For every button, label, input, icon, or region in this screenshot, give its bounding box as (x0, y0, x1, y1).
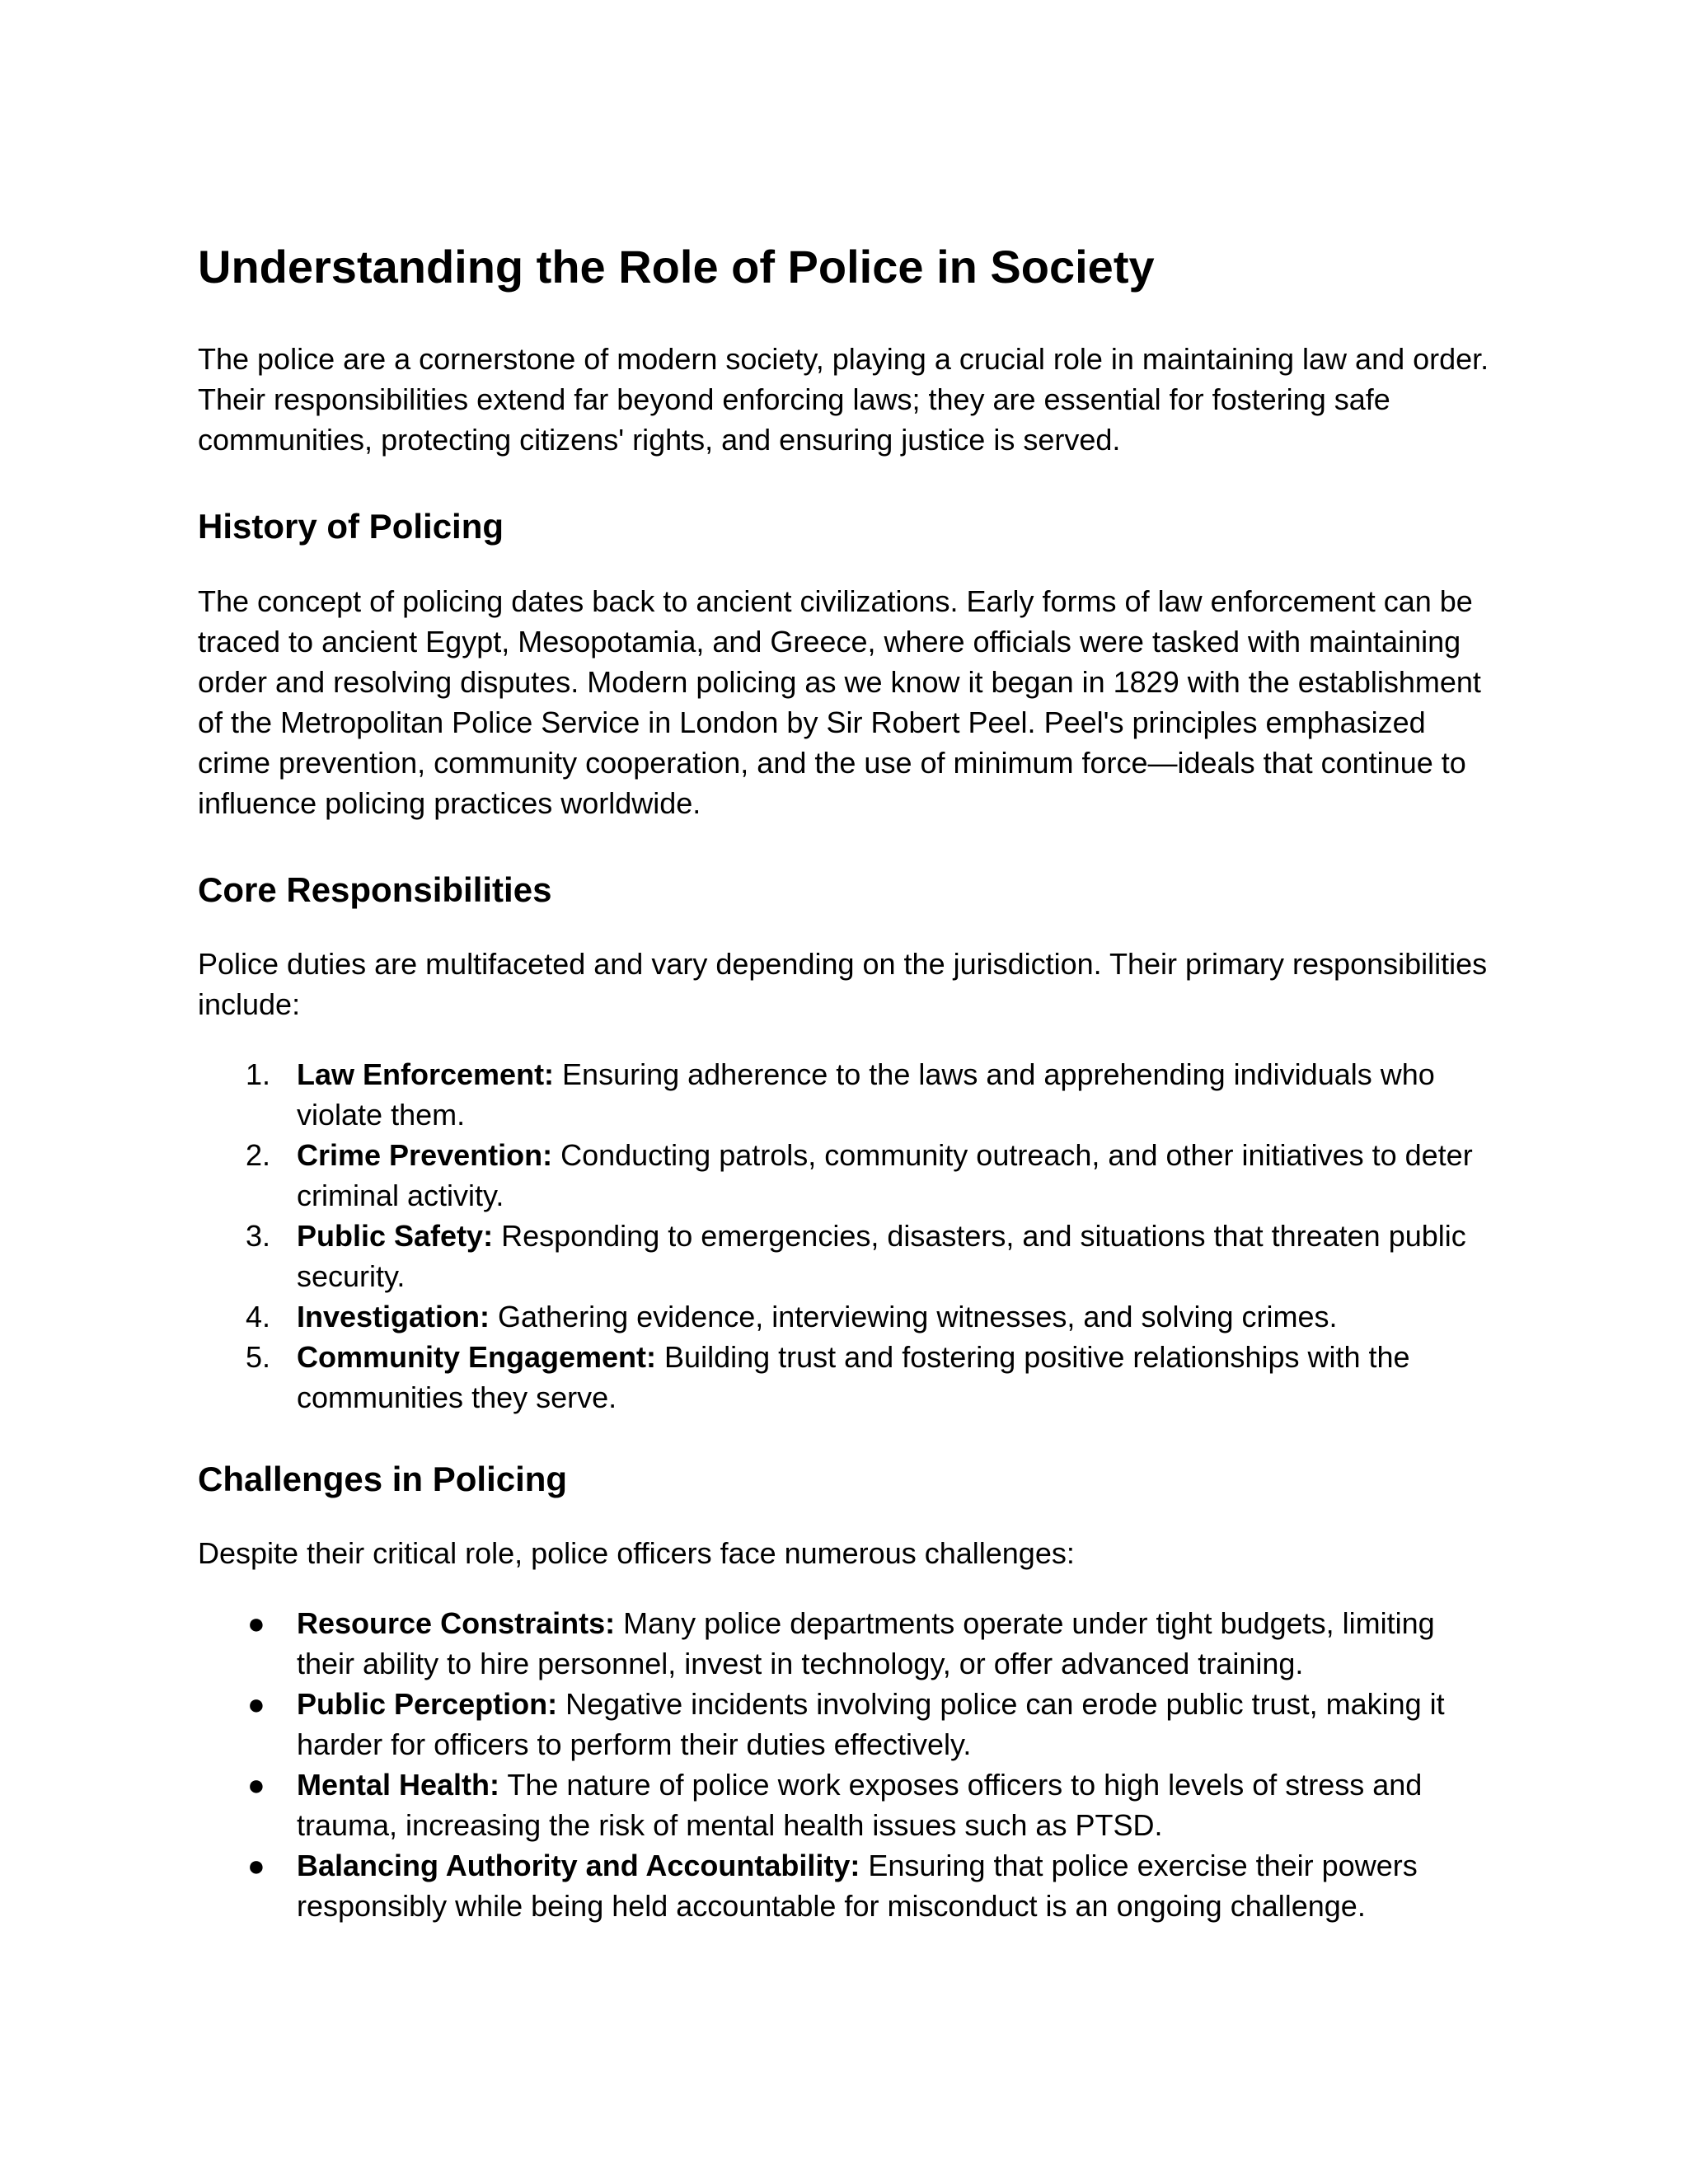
intro-paragraph: The police are a cornerstone of modern society, playing a crucial role in maintaining law and order. Their responsibilities extend far beyond enforcing laws; they are essential for fostering safe communities, protecting citizens' rights, and ensuring justice is served. (198, 342, 1489, 457)
list-item-text: Building trust and fostering positive relationships with the communities they serve. (297, 1339, 1410, 1414)
list-item-text: The nature of police work exposes officers to high levels of stress and trauma, increasing the risk of mental health issues such as PTSD. (297, 1768, 1423, 1843)
list-item-term: Public Perception: (297, 1687, 558, 1722)
list-item-term: Mental Health: (297, 1768, 500, 1802)
responsibilities-intro: Police duties are multifaceted and vary depending on the jurisdiction. Their primary responsibilities include: (198, 946, 1488, 1021)
list-item (198, 1296, 1500, 1337)
document-content (198, 239, 1500, 1967)
list-item (198, 1216, 1500, 1296)
list-item-text: Gathering evidence, interviewing witnesses, and solving crimes. (490, 1299, 1338, 1333)
list-item-term: Community Engagement: (297, 1339, 657, 1374)
responsibilities-list (198, 1054, 1500, 1418)
responsibilities-heading: Core Responsibilities (198, 869, 552, 909)
list-item (198, 1845, 1500, 1926)
list-item-text: Negative incidents involving police can erode public trust, making it harder for officers to perform their duties effectively. (297, 1687, 1445, 1762)
list-number: 4. (246, 1299, 271, 1333)
list-item-text: Conducting patrols, community outreach, and other initiatives to deter criminal activity. (297, 1137, 1473, 1212)
challenges-intro: Despite their critical role, police officers face numerous challenges: (198, 1536, 1075, 1571)
list-item-term: Balancing Authority and Accountability: (297, 1849, 860, 1883)
list-number: 5. (246, 1339, 271, 1374)
bullet-icon: ● (247, 1687, 265, 1722)
list-item (198, 1765, 1500, 1845)
page-title: Understanding the Role of Police in Society (198, 241, 1155, 293)
list-item (198, 1684, 1500, 1765)
list-item-term: Law Enforcement: (297, 1057, 555, 1091)
list-item (198, 1135, 1500, 1216)
bullet-icon: ● (247, 1849, 265, 1883)
list-item-term: Investigation: (297, 1299, 490, 1333)
history-heading: History of Policing (198, 507, 504, 546)
challenges-list (198, 1603, 1500, 1926)
list-number: 3. (246, 1218, 271, 1253)
list-item-text: Ensuring adherence to the laws and apprehending individuals who violate them. (297, 1057, 1435, 1132)
list-item (198, 1603, 1500, 1684)
challenges-heading: Challenges in Policing (198, 1459, 568, 1498)
list-item-term: Public Safety: (297, 1218, 494, 1253)
list-number: 2. (246, 1137, 271, 1172)
list-number: 1. (246, 1057, 271, 1091)
bullet-icon: ● (247, 1768, 265, 1802)
list-item-term: Resource Constraints: (297, 1606, 616, 1641)
list-item (198, 1054, 1500, 1135)
list-item-text: Many police departments operate under tight budgets, limiting their ability to hire personnel, invest in technology, or offer advanced training. (297, 1606, 1435, 1681)
list-item-text: Ensuring that police exercise their powers responsibly while being held accountable for misconduct is an ongoing challenge. (297, 1849, 1418, 1924)
bullet-icon: ● (247, 1606, 265, 1641)
list-item-term: Crime Prevention: (297, 1137, 553, 1172)
list-item (198, 1337, 1500, 1418)
list-item-text: Responding to emergencies, disasters, and situations that threaten public security. (297, 1218, 1466, 1293)
history-paragraph: The concept of policing dates back to ancient civilizations. Early forms of law enforcement can be traced to ancient Egypt, Mesopotamia, and Greece, where officials were tasked with maintaining order and resolving disputes. Modern policing as we know it began in 1829 with the establishment of the Metropolitan Police Service in London by Sir Robert Peel. Peel's principles emphasized crime prevention, community cooperation, and the use of minimum force—ideals that continue to influence policing practices worldwide. (198, 583, 1481, 820)
